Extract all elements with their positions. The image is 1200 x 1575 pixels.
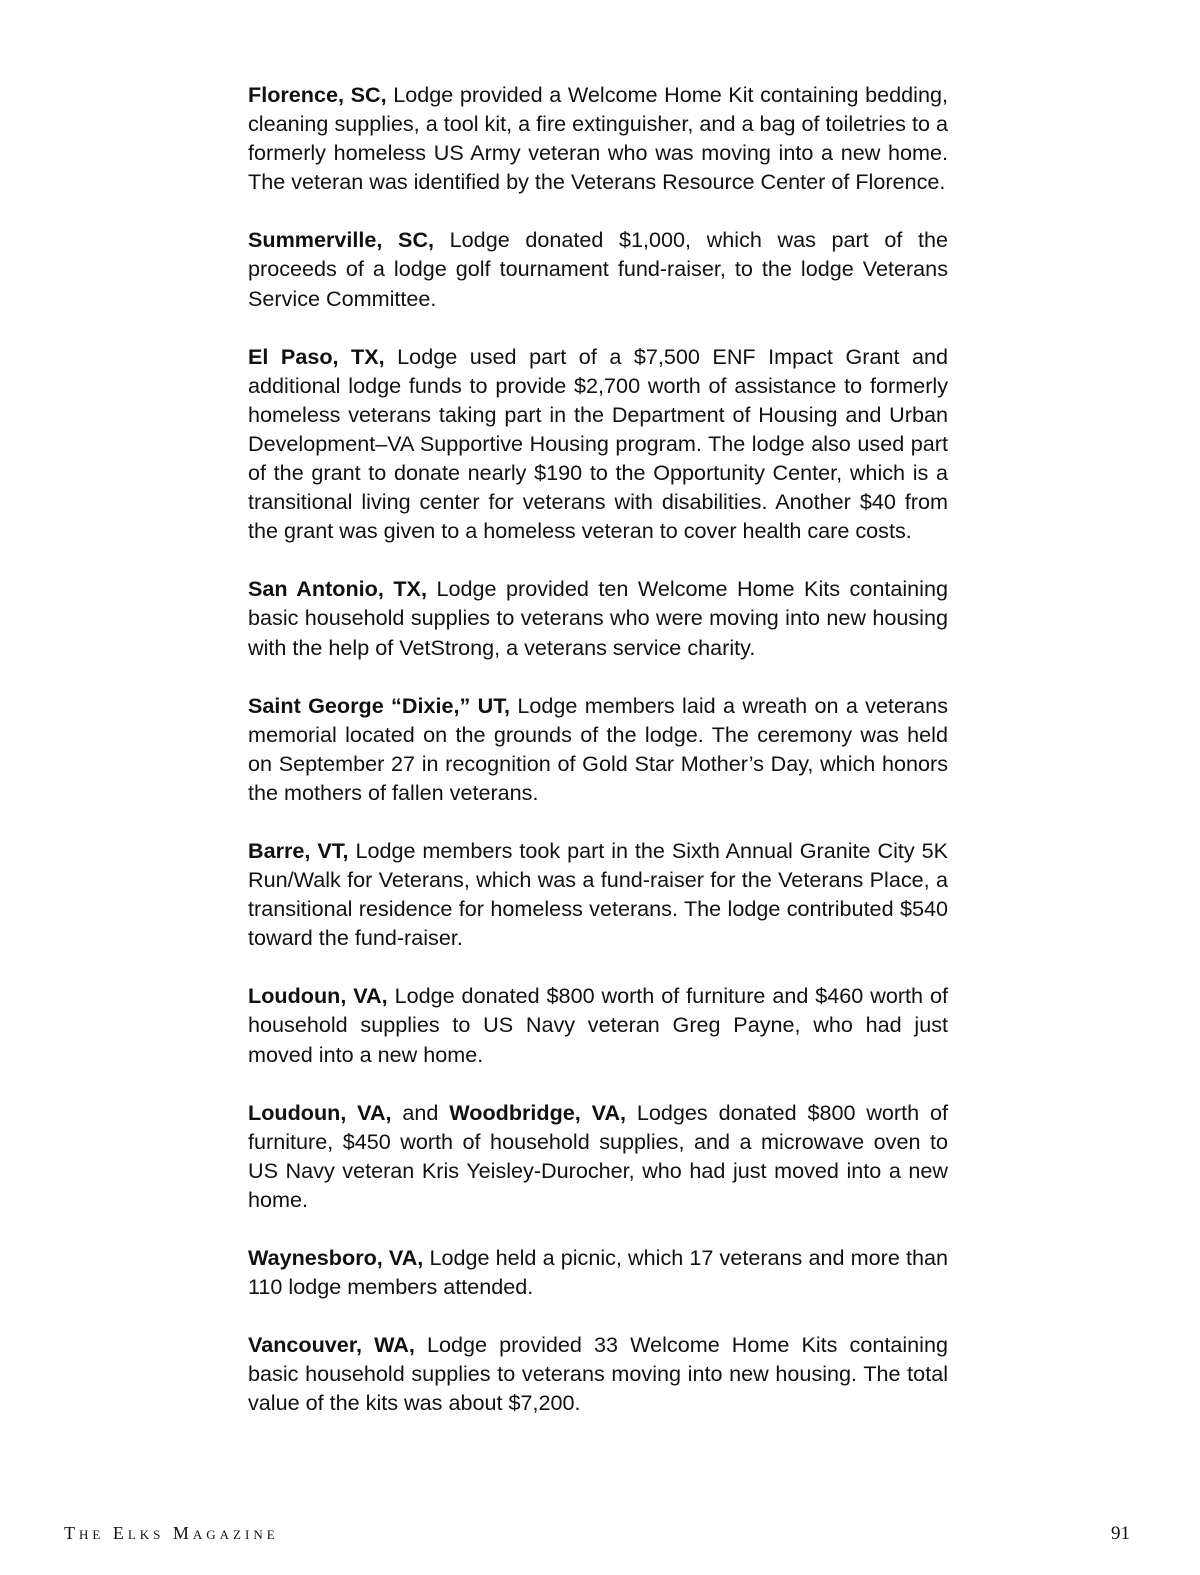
footer-publication-title: The Elks Magazine bbox=[64, 1523, 279, 1543]
entry-location: Barre, VT, bbox=[248, 837, 349, 863]
entry-text: Lodge provided 33 Welcome Home Kits containing basic household supplies to veterans moving into new housing. The total value of the kits was about $7,200. bbox=[248, 1332, 948, 1416]
entry-florence-sc bbox=[248, 80, 948, 196]
article-body bbox=[248, 80, 948, 1446]
entry-text: Lodges donated $800 worth of furniture, $450 worth of household supplies, and a microwave oven to US Navy veteran Kris Yeisley-Durocher, who had just moved into a new home. bbox=[248, 1099, 948, 1212]
entry-text: Lodge used part of a $7,500 ENF Impact Grant and additional lodge funds to provide $2,700 worth of assistance to formerly homeless veterans taking part in the Department of Housing and Urban Development–VA Supportive Housing program. The lodge also used part of the grant to donate nearly $190 to the Opportunity Center, which is a transitional living center for veterans with disabilities. Another $40 from the grant was given to a homeless veteran to cover health care costs. bbox=[248, 343, 949, 544]
entry-location: Vancouver, WA, bbox=[248, 1332, 415, 1358]
entry-loudoun-woodbridge-va bbox=[248, 1098, 948, 1214]
entry-waynesboro-va bbox=[248, 1243, 948, 1301]
page-number: 91 bbox=[1111, 1523, 1130, 1544]
entry-text: Lodge donated $800 worth of furniture and $460 worth of household supplies to US Navy veteran Greg Payne, who had just moved into a new home. bbox=[248, 983, 948, 1067]
entry-text: Lodge held a picnic, which 17 veterans and more than 110 lodge members attended. bbox=[248, 1245, 948, 1300]
entry-vancouver-wa bbox=[248, 1330, 948, 1417]
entry-location-secondary: Woodbridge, VA, bbox=[449, 1099, 627, 1125]
entry-location: Saint George “Dixie,” UT, bbox=[248, 692, 510, 718]
entry-text: Lodge provided a Welcome Home Kit containing bedding, cleaning supplies, a tool kit, a fire extinguisher, and a bag of toiletries to a formerly homeless US Army veteran who was moving into a new home. The veteran was identified by the Veterans Resource Center of Florence. bbox=[248, 82, 949, 195]
entry-el-paso-tx bbox=[248, 342, 948, 546]
entry-connector: and bbox=[391, 1099, 450, 1125]
entry-location: El Paso, TX, bbox=[248, 343, 385, 369]
entry-location: Loudoun, VA, bbox=[248, 983, 388, 1009]
entry-text: Lodge donated $1,000, which was part of the proceeds of a lodge golf tournament fund-raiser, to the lodge Veterans Service Committee. bbox=[248, 227, 948, 311]
entry-text: Lodge members took part in the Sixth Annual Granite City 5K Run/Walk for Veterans, which was a fund-raiser for the Veterans Place, a transitional residence for homeless veterans. The lodge contributed $540 toward the fund-raiser. bbox=[248, 837, 948, 951]
entry-summerville-sc bbox=[248, 225, 948, 312]
entry-text: Lodge provided ten Welcome Home Kits containing basic household supplies to veterans who were moving into new housing with the help of VetStrong, a veterans service charity. bbox=[248, 576, 948, 660]
entry-saint-george-ut bbox=[248, 691, 948, 807]
entry-text: Lodge members laid a wreath on a veterans memorial located on the grounds of the lodge. The ceremony was held on September 27 in recognition of Gold Star Mother’s Day, which honors the mothers of fallen veterans. bbox=[248, 692, 948, 805]
entry-san-antonio-tx bbox=[248, 574, 948, 661]
entry-loudoun-va bbox=[248, 981, 948, 1068]
entry-location: Waynesboro, VA, bbox=[248, 1245, 424, 1270]
entry-location: Summerville, SC, bbox=[248, 227, 435, 253]
entry-location: Florence, SC, bbox=[248, 82, 387, 107]
entry-location: Loudoun, VA, bbox=[248, 1099, 392, 1125]
entry-location: San Antonio, TX, bbox=[248, 576, 427, 602]
entry-barre-vt bbox=[248, 836, 948, 952]
